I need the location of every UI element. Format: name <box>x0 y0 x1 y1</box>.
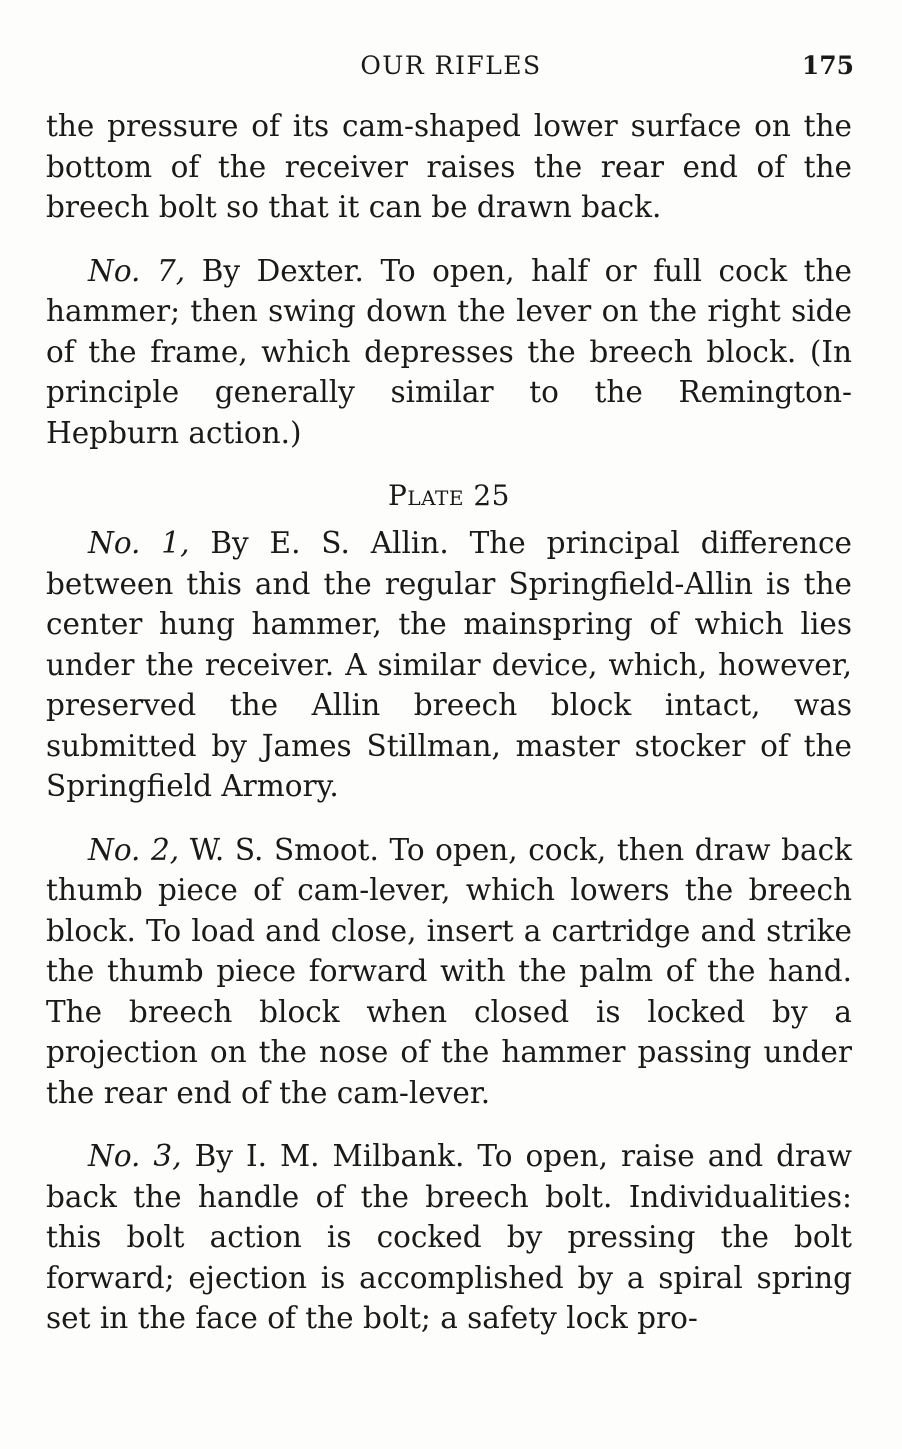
paragraph-text: By Dexter. To open, half or full cock the hammer; then swing down the lever on the right side of the frame, which depresses the breech block. (In principle generally similar to the Remington-Hepburn action.) <box>46 253 852 450</box>
paragraph-no-7 <box>46 251 852 454</box>
item-number: No. 3, <box>88 1139 182 1173</box>
item-number: No. 7, <box>88 253 186 288</box>
paragraph-plate-25-no-1 <box>46 523 852 807</box>
item-number: No. 1, <box>88 526 190 560</box>
body-text <box>46 106 852 1339</box>
plate-heading: Plate 25 <box>388 479 510 512</box>
paragraph-plate-25-no-2 <box>46 830 852 1114</box>
paragraph-continuation <box>46 106 852 228</box>
item-number: No. 2, <box>88 832 180 867</box>
running-title: OUR RIFLES <box>360 51 542 80</box>
paragraph-plate-25-no-3 <box>46 1136 852 1339</box>
paragraph-text: the pressure of its cam-shaped lower surface on the bottom of the receiver raises the rear end of the breech bolt so that it can be drawn back. <box>46 109 852 224</box>
paragraph-text: W. S. Smoot. To open, cock, then draw back thumb piece of cam-lever, which lowers the breech block. To load and close, insert a cartridge and strike the thumb piece forward with the palm of the hand. The breech block when closed is locked by a projection on the nose of the hammer passing under the rear end of the cam-lever. <box>46 832 852 1110</box>
paragraph-text: By E. S. Allin. The principal difference between this and the regular Springfield-Allin is the center hung hammer, the mainspring of which lies under the receiver. A similar device, which, however, preserved the Allin breech block intact, was submitted by James Stillman, master stocker of the Springfield Armory. <box>46 526 852 803</box>
running-header <box>46 46 856 86</box>
page-number: 175 <box>801 51 854 80</box>
paragraph-text: By I. M. Milbank. To open, raise and draw back the handle of the breech bolt. Individualities: this bolt action is cocked by pressing the bolt forward; ejection is accomplished by a spiral spring set in the face of the bolt; a safety lock pro- <box>46 1139 852 1335</box>
